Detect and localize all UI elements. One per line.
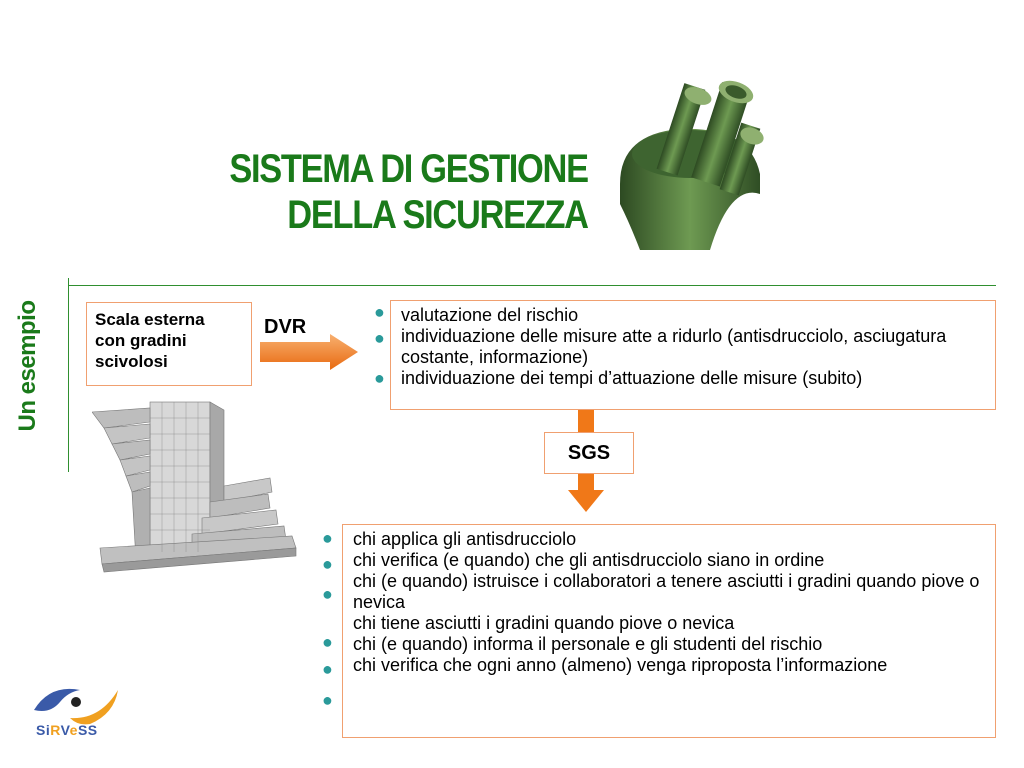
scala-line: Scala esterna: [95, 310, 205, 329]
bullet-icon: ●: [322, 528, 333, 548]
bullet-icon: ●: [322, 632, 333, 652]
sgs-box: [342, 524, 996, 738]
arrow-down-icon: [574, 410, 598, 432]
dvr-item: individuazione delle misure atte a ridurlo (antisdrucciolo, asciugatura costante, informazione): [401, 326, 947, 367]
bullet-icon: ●: [322, 554, 333, 574]
bullet-icon: ●: [374, 368, 385, 388]
scala-box: [86, 302, 252, 386]
scala-line: con gradini: [95, 331, 187, 350]
dvr-item: valutazione del rischio: [401, 305, 579, 325]
bullet-icon: ●: [322, 690, 333, 710]
sgs-item: chi applica gli antisdrucciolo: [353, 529, 577, 549]
title-line-2: DELLA SICUREZZA: [287, 193, 588, 237]
bullet-icon: ●: [322, 584, 333, 604]
dvr-item: individuazione dei tempi d’attuazione delle misure (subito): [401, 368, 863, 388]
sgs-item: chi (e quando) informa il personale e gli studenti del rischio: [353, 634, 823, 654]
sgs-item: chi verifica che ogni anno (almeno) venga riproposta l’informazione: [353, 655, 888, 675]
logo-text: SiRVeSS: [36, 722, 98, 738]
staircase-illustration: [92, 398, 298, 574]
dvr-box: [390, 300, 996, 410]
sgs-bullets: [322, 524, 336, 738]
sgs-item: chi tiene asciutti i gradini quando piove o nevica: [353, 613, 735, 633]
sgs-item: chi (e quando) istruisce i collaboratori a tenere asciutti i gradini quando piove o nevica: [353, 571, 980, 612]
title-line-1: SISTEMA DI GESTIONE: [229, 147, 588, 191]
side-label: Un esempio: [14, 300, 41, 432]
arrow-down-icon: [566, 474, 606, 512]
bullet-icon: ●: [374, 302, 385, 322]
scala-line: scivolosi: [95, 352, 168, 371]
page-title: [230, 146, 588, 238]
sgs-item: chi verifica (e quando) che gli antisdrucciolo siano in ordine: [353, 550, 825, 570]
horizontal-divider: [68, 285, 996, 286]
sgs-label: SGS: [544, 432, 634, 474]
pipes-illustration: [610, 74, 770, 250]
bullet-icon: ●: [374, 328, 385, 348]
arrow-right-icon: [260, 334, 360, 370]
bullet-icon: ●: [322, 659, 333, 679]
dvr-label: DVR: [264, 316, 307, 338]
vertical-divider: [68, 278, 69, 472]
